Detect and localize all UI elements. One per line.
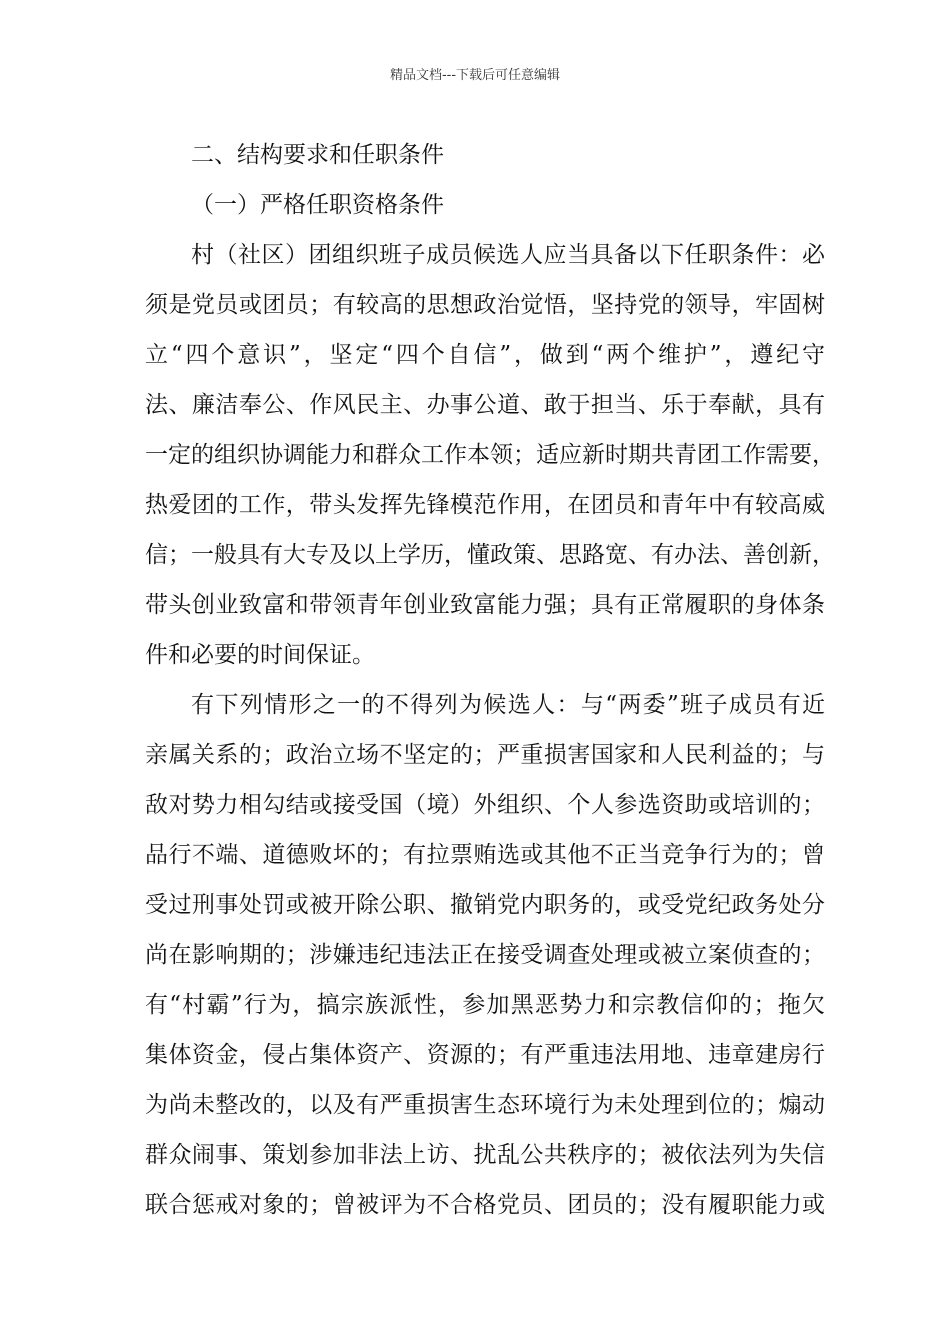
paragraph-line: 有“村霸”行为，搞宗族派性，参加黑恶势力和宗教信仰的；拖欠 xyxy=(145,992,825,1018)
section-title: 二、结构要求和任职条件 xyxy=(191,142,444,168)
paragraph-line: 尚在影响期的；涉嫌违纪违法正在接受调查处理或被立案侦查的； xyxy=(145,942,825,968)
paragraph-line: 联合惩戒对象的；曾被评为不合格党员、团员的；没有履职能力或 xyxy=(145,1192,825,1218)
paragraph-line: 为尚未整改的，以及有严重损害生态环境行为未处理到位的；煽动 xyxy=(145,1092,825,1118)
paragraph-line: 亲属关系的；政治立场不坚定的；严重损害国家和人民利益的；与 xyxy=(145,742,825,768)
paragraph-line: 带头创业致富和带领青年创业致富能力强；具有正常履职的身体条 xyxy=(145,592,825,618)
paragraph-line: 须是党员或团员；有较高的思想政治觉悟，坚持党的领导，牢固树 xyxy=(145,292,825,318)
paragraph-line: 热爱团的工作，带头发挥先锋模范作用，在团员和青年中有较高威 xyxy=(145,492,825,518)
paragraph-exclusions xyxy=(145,680,825,1230)
paragraph-line: 立“四个意识”，坚定“四个自信”，做到“两个维护”，遵纪守 xyxy=(145,342,825,368)
paragraph-line: 集体资金，侵占集体资产、资源的；有严重违法用地、违章建房行 xyxy=(145,1042,825,1068)
page-header: 精品文档---下载后可任意编辑 xyxy=(389,68,561,83)
paragraph-line: 群众闹事、策划参加非法上访、扰乱公共秩序的；被依法列为失信 xyxy=(145,1142,825,1168)
paragraph-qualifications xyxy=(145,230,835,680)
paragraph-line: 有下列情形之一的不得列为候选人：与“两委”班子成员有近 xyxy=(191,692,825,718)
paragraph-line: 受过刑事处罚或被开除公职、撤销党内职务的，或受党纪政务处分 xyxy=(145,892,825,918)
paragraph-line: 品行不端、道德败坏的；有拉票贿选或其他不正当竞争行为的；曾 xyxy=(145,842,825,868)
paragraph-line: 敌对势力相勾结或接受国（境）外组织、个人参选资助或培训的； xyxy=(145,792,825,818)
paragraph-line: 村（社区）团组织班子成员候选人应当具备以下任职条件：必 xyxy=(191,242,825,268)
paragraph-line: 法、廉洁奉公、作风民主、办事公道、敢于担当、乐于奉献，具有 xyxy=(145,392,825,418)
paragraph-line: 信；一般具有大专及以上学历，懂政策、思路宽、有办法、善创新， xyxy=(145,542,835,568)
document-body xyxy=(145,130,835,1230)
paragraph-line: 件和必要的时间保证。 xyxy=(145,642,375,668)
section-subtitle: （一）严格任职资格条件 xyxy=(191,192,444,218)
paragraph-line: 一定的组织协调能力和群众工作本领；适应新时期共青团工作需要， xyxy=(145,442,835,468)
